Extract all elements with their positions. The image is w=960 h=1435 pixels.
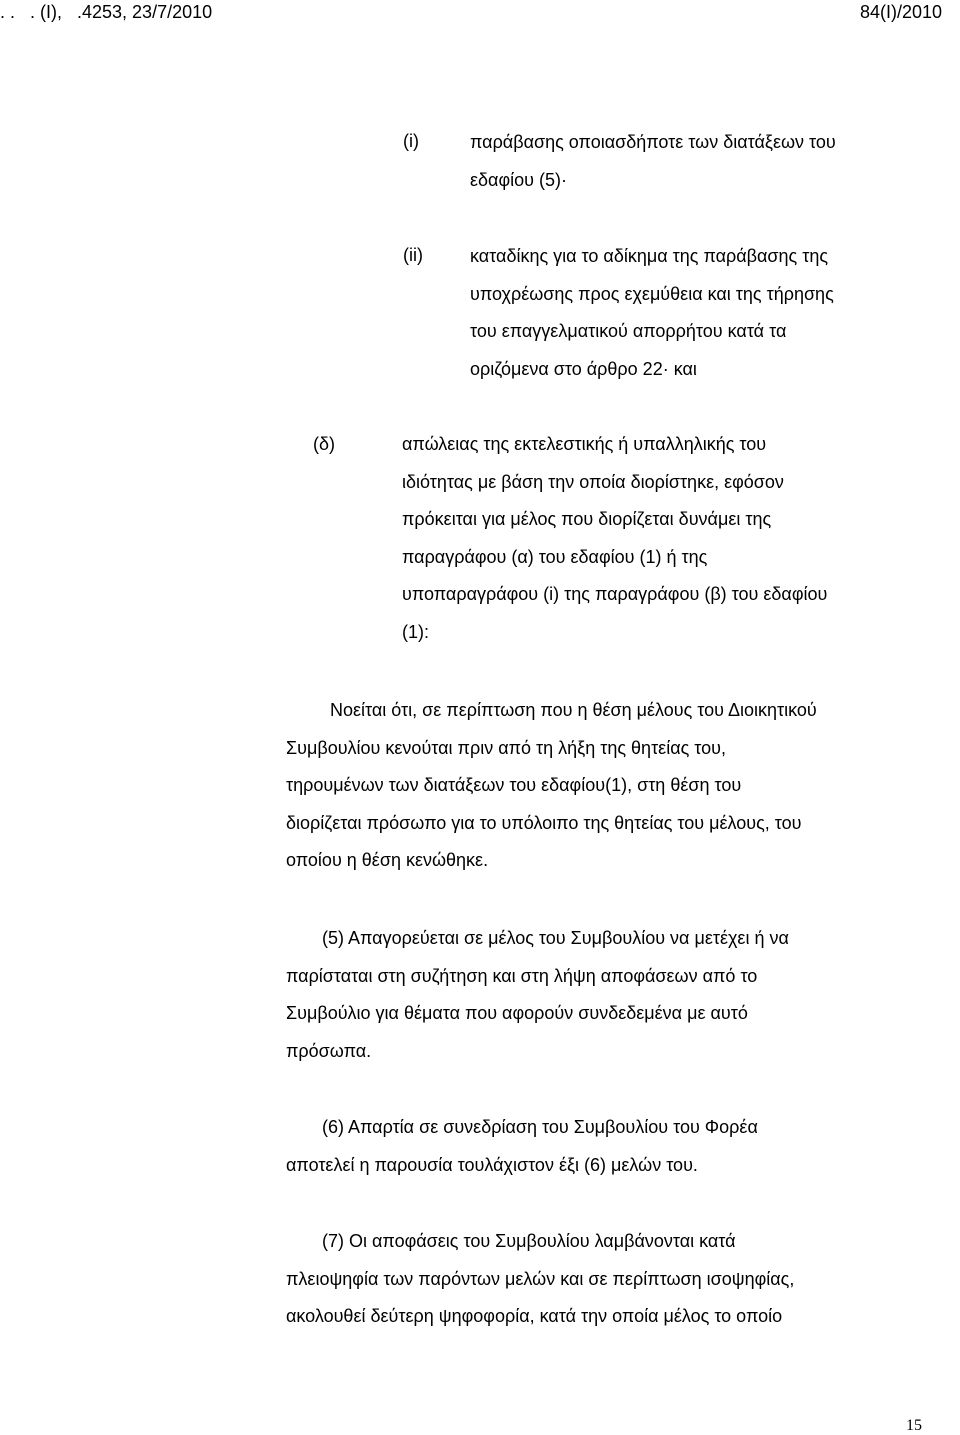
item-delta-text	[402, 426, 827, 651]
subsection-7	[286, 1223, 794, 1336]
subsection-5	[286, 920, 789, 1070]
text-line: (5) Απαγορεύεται σε μέλος του Συμβουλίου να μετέχει ή να	[322, 928, 789, 948]
text-line: οποίου η θέση κενώθηκε.	[286, 850, 489, 870]
text-line: ακολουθεί δεύτερη ψηφοφορία, κατά την οποία μέλος το οποίο	[286, 1306, 783, 1326]
text-line: υποπαραγράφου (i) της παραγράφου (β) του εδαφίου	[402, 584, 828, 604]
text-line: Συμβουλίου κενούται πριν από τη λήξη της θητείας του,	[286, 737, 726, 758]
subsection-6	[286, 1109, 758, 1184]
text-line: (7) Οι αποφάσεις του Συμβουλίου λαμβάνονται κατά	[322, 1231, 736, 1251]
text-line: οριζόμενα στο άρθρο 22· και	[470, 358, 697, 379]
text-line: πρόσωπα.	[286, 1040, 372, 1061]
proviso-paragraph	[286, 692, 817, 880]
text-line: εδαφίου (5)·	[470, 169, 567, 190]
text-line: απώλειας της εκτελεστικής ή υπαλληλικής του	[402, 434, 767, 454]
text-line: τηρουμένων των διατάξεων του εδαφίου(1), στη θέση του	[286, 775, 742, 795]
page-number: 15	[906, 1417, 922, 1434]
text-line: πλειοψηφία των παρόντων μελών και σε περίπτωση ισοψηφίας,	[286, 1268, 795, 1289]
text-line: αποτελεί η παρουσία τουλάχιστον έξι (6) μελών του.	[286, 1154, 698, 1175]
text-line: Συμβούλιο για θέματα που αφορούν συνδεδεμένα με αυτό	[286, 1003, 748, 1023]
text-line: (6) Απαρτία σε συνεδρίαση του Συμβουλίου του Φορέα	[322, 1117, 758, 1137]
text-line: (1):	[402, 621, 429, 642]
item-i-text	[470, 124, 836, 199]
item-ii-label: (ii)	[403, 245, 423, 265]
text-line: διορίζεται πρόσωπο για το υπόλοιπο της θητείας του μέλους, του	[286, 812, 802, 833]
text-line: παρίσταται στη συζήτηση και στη λήψη αποφάσεων από το	[286, 965, 758, 986]
text-line: πρόκειται για μέλος που διορίζεται δυνάμει της	[402, 509, 772, 529]
page-header-left: . . . (Ι), .4253, 23/7/2010	[0, 2, 213, 22]
item-i-label: (i)	[403, 131, 419, 151]
item-ii-text	[470, 238, 834, 388]
text-line: υποχρέωσης προς εχεμύθεια και της τήρησης	[470, 283, 834, 304]
text-line: παράβασης οποιασδήποτε των διατάξεων του	[470, 132, 836, 152]
text-line: του επαγγελματικού απορρήτου κατά τα	[470, 321, 787, 341]
text-line: ιδιότητας με βάση την οποία διορίστηκε, εφόσον	[402, 471, 784, 492]
page-header-right: 84(Ι)/2010	[859, 2, 942, 22]
text-line: παραγράφου (α) του εδαφίου (1) ή της	[402, 546, 708, 567]
text-line: Νοείται ότι, σε περίπτωση που η θέση μέλους του Διοικητικού	[330, 700, 817, 720]
item-delta-label: (δ)	[313, 434, 336, 454]
text-line: καταδίκης για το αδίκημα της παράβασης της	[470, 246, 829, 266]
